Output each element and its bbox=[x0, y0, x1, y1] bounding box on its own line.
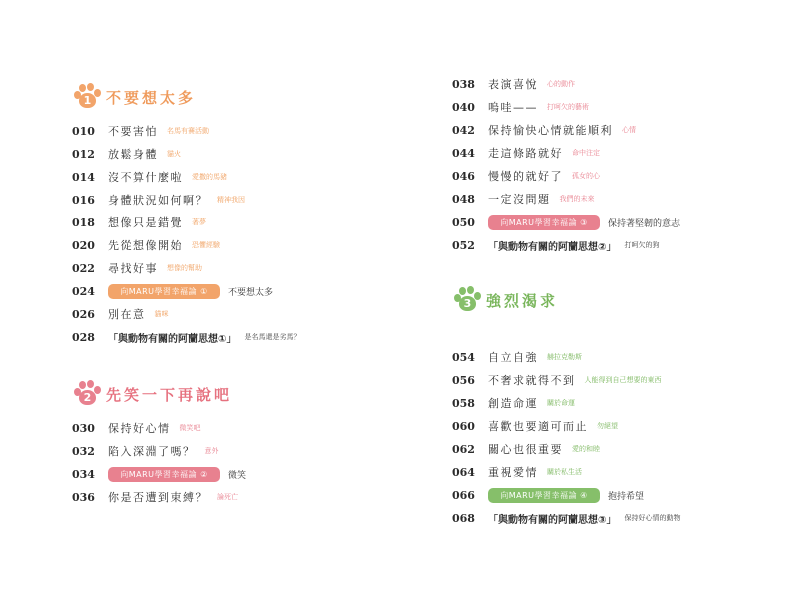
entry-title: 保持好心情 bbox=[108, 422, 171, 435]
entry-title: 你是否遭到束縛？ bbox=[108, 491, 208, 504]
toc-entry-badge[interactable] bbox=[452, 213, 680, 231]
entry-note: 名馬有賽活動 bbox=[167, 127, 209, 135]
entry-note: 意外 bbox=[204, 447, 219, 455]
entry-title: 表演喜悅 bbox=[488, 78, 538, 91]
entry-title: 自立自強 bbox=[488, 351, 538, 364]
entry-title: 慢慢的就好了 bbox=[488, 170, 563, 183]
entry-title: 關心也很重要 bbox=[488, 443, 563, 456]
maru-badge: 向MARU學習幸福論 ③ bbox=[488, 215, 600, 230]
section-title: 強烈渴求 bbox=[486, 291, 559, 310]
section-1-heading bbox=[72, 82, 196, 112]
entry-note: 打呵欠的藝術 bbox=[547, 103, 589, 111]
entry-note: 愛的和睦 bbox=[572, 445, 600, 453]
toc-entry[interactable] bbox=[452, 394, 575, 412]
page-number: 026 bbox=[72, 307, 95, 321]
entry-note: 我們的未來 bbox=[559, 195, 595, 203]
entry-title: 喜歡也要適可而止 bbox=[488, 420, 588, 433]
entry-note: 貓火 bbox=[167, 150, 181, 158]
page-number: 036 bbox=[72, 490, 95, 504]
page-number: 052 bbox=[452, 238, 475, 252]
entry-note: 著夢 bbox=[192, 218, 206, 226]
toc-entry[interactable] bbox=[72, 168, 227, 186]
page-number: 020 bbox=[72, 238, 95, 252]
page-number: 066 bbox=[452, 488, 475, 502]
entry-title: 先從想像開始 bbox=[108, 239, 183, 252]
paw-icon bbox=[452, 286, 480, 314]
entry-title: 「與動物有關的阿蘭思想①」 bbox=[108, 333, 237, 345]
entry-note: 關於私生活 bbox=[547, 468, 582, 476]
page-number: 024 bbox=[72, 284, 95, 298]
entry-note: 愛撒的馬豬 bbox=[192, 173, 227, 181]
maru-badge: 向MARU學習幸福論 ① bbox=[108, 284, 220, 299]
page-number: 038 bbox=[452, 77, 475, 91]
entry-note: 想像的幫助 bbox=[167, 264, 202, 272]
page-number: 034 bbox=[72, 467, 95, 481]
page-number: 060 bbox=[452, 419, 475, 433]
toc-entry[interactable] bbox=[452, 371, 662, 389]
entry-note: 論死亡 bbox=[217, 493, 238, 501]
toc-entry[interactable] bbox=[72, 442, 219, 460]
entry-note: 恐懼經驗 bbox=[192, 241, 220, 249]
entry-title: 身體狀況如何啊？ bbox=[108, 194, 208, 207]
section-number: 2 bbox=[79, 390, 96, 405]
maru-badge: 向MARU學習幸福論 ④ bbox=[488, 488, 600, 503]
page-number: 012 bbox=[72, 147, 95, 161]
section-2-heading bbox=[72, 379, 232, 409]
page-number: 032 bbox=[72, 444, 95, 458]
page-number: 044 bbox=[452, 146, 475, 160]
toc-entry[interactable] bbox=[452, 348, 582, 366]
entry-note: 孤女的心 bbox=[572, 172, 600, 180]
page-number: 056 bbox=[452, 373, 475, 387]
toc-entry[interactable] bbox=[452, 144, 600, 162]
entry-title: 尋找好事 bbox=[108, 262, 158, 275]
entry-note: 勿絕望 bbox=[597, 422, 618, 430]
entry-note: 貓咪 bbox=[154, 310, 169, 318]
entry-note: 赫拉克勒斯 bbox=[547, 353, 582, 361]
entry-note: 人能得到自己想要的東西 bbox=[584, 376, 662, 384]
toc-entry[interactable] bbox=[452, 121, 636, 139]
badge-subtitle: 抱持希望 bbox=[608, 491, 645, 502]
page-number: 016 bbox=[72, 193, 95, 207]
toc-entry[interactable] bbox=[452, 75, 575, 93]
page-number: 014 bbox=[72, 170, 95, 184]
entry-title: 「與動物有關的阿蘭思想②」 bbox=[488, 241, 617, 253]
toc-entry[interactable] bbox=[452, 167, 600, 185]
page-number: 062 bbox=[452, 442, 475, 456]
toc-entry-badge[interactable] bbox=[72, 282, 273, 300]
page-number: 064 bbox=[452, 465, 475, 479]
toc-entry[interactable] bbox=[72, 488, 238, 506]
section-title: 不要想太多 bbox=[106, 88, 197, 107]
badge-subtitle: 保持著堅韌的意志 bbox=[608, 218, 681, 229]
entry-title: 創造命運 bbox=[488, 397, 538, 410]
page-number: 022 bbox=[72, 261, 95, 275]
page-number: 042 bbox=[452, 123, 475, 137]
page-number: 050 bbox=[452, 215, 475, 229]
paw-icon bbox=[72, 83, 100, 111]
toc-entry[interactable] bbox=[72, 328, 300, 346]
badge-subtitle: 不要想太多 bbox=[228, 287, 274, 298]
page-number: 028 bbox=[72, 330, 95, 344]
entry-title: 別在意 bbox=[108, 308, 146, 321]
entry-title: 保持愉快心情就能順利 bbox=[488, 124, 613, 137]
toc-entry[interactable] bbox=[452, 190, 595, 208]
toc-entry[interactable] bbox=[72, 191, 245, 209]
entry-title: 陷入深淵了嗎？ bbox=[108, 445, 196, 458]
section-3-heading bbox=[452, 285, 558, 315]
toc-entry[interactable] bbox=[72, 419, 201, 437]
page-number: 010 bbox=[72, 124, 95, 138]
entry-note: 心情 bbox=[622, 126, 636, 134]
page-number: 058 bbox=[452, 396, 475, 410]
badge-subtitle: 微笑 bbox=[228, 470, 247, 481]
section-number: 1 bbox=[79, 93, 96, 108]
toc-entry[interactable] bbox=[452, 236, 659, 254]
toc-entry[interactable] bbox=[452, 417, 618, 435]
toc-entry[interactable] bbox=[72, 122, 209, 140]
entry-title: 重視愛情 bbox=[488, 466, 538, 479]
entry-title: 走這條路就好 bbox=[488, 147, 563, 160]
entry-title: 沒不算什麼啦 bbox=[108, 171, 183, 184]
entry-subtitle: 保持好心情的動物 bbox=[624, 514, 681, 522]
toc-entry[interactable] bbox=[452, 440, 600, 458]
toc-entry[interactable] bbox=[72, 259, 202, 277]
page-number: 068 bbox=[452, 511, 475, 525]
maru-badge: 向MARU學習幸福論 ② bbox=[108, 467, 220, 482]
toc-entry-badge[interactable] bbox=[452, 486, 644, 504]
toc-entry[interactable] bbox=[452, 509, 680, 527]
page-number: 030 bbox=[72, 421, 95, 435]
page-number: 046 bbox=[452, 169, 475, 183]
paw-icon bbox=[72, 380, 100, 408]
entry-note: 精神我因 bbox=[217, 196, 245, 204]
section-title: 先笑一下再說吧 bbox=[106, 385, 233, 404]
page-number: 040 bbox=[452, 100, 475, 114]
toc-entry[interactable] bbox=[452, 463, 582, 481]
entry-title: 不要害怕 bbox=[108, 125, 158, 138]
entry-note: 心的動作 bbox=[547, 80, 575, 88]
entry-subtitle: 打呵欠的狗 bbox=[624, 241, 660, 249]
section-number: 3 bbox=[459, 296, 476, 311]
entry-note: 微笑吧 bbox=[179, 424, 201, 432]
entry-title: 一定沒問題 bbox=[488, 193, 551, 206]
toc-entry[interactable] bbox=[72, 145, 181, 163]
toc-entry[interactable] bbox=[72, 305, 169, 323]
toc-entry[interactable] bbox=[452, 98, 589, 116]
entry-title: 不奢求就得不到 bbox=[488, 374, 576, 387]
entry-title: 放鬆身體 bbox=[108, 148, 158, 161]
page-number: 048 bbox=[452, 192, 475, 206]
entry-title: 想像只是錯覺 bbox=[108, 216, 183, 229]
entry-note: 關於命運 bbox=[547, 399, 575, 407]
page-number: 018 bbox=[72, 215, 95, 229]
entry-note: 命中注定 bbox=[572, 149, 600, 157]
page-number: 054 bbox=[452, 350, 475, 364]
toc-entry[interactable] bbox=[72, 236, 220, 254]
entry-subtitle: 是名馬還是劣馬？ bbox=[244, 333, 301, 341]
entry-title: 「與動物有關的阿蘭思想③」 bbox=[488, 514, 617, 526]
toc-entry-badge[interactable] bbox=[72, 465, 246, 483]
toc-entry[interactable] bbox=[72, 213, 206, 231]
entry-title: 嗚哇—— bbox=[488, 101, 538, 114]
